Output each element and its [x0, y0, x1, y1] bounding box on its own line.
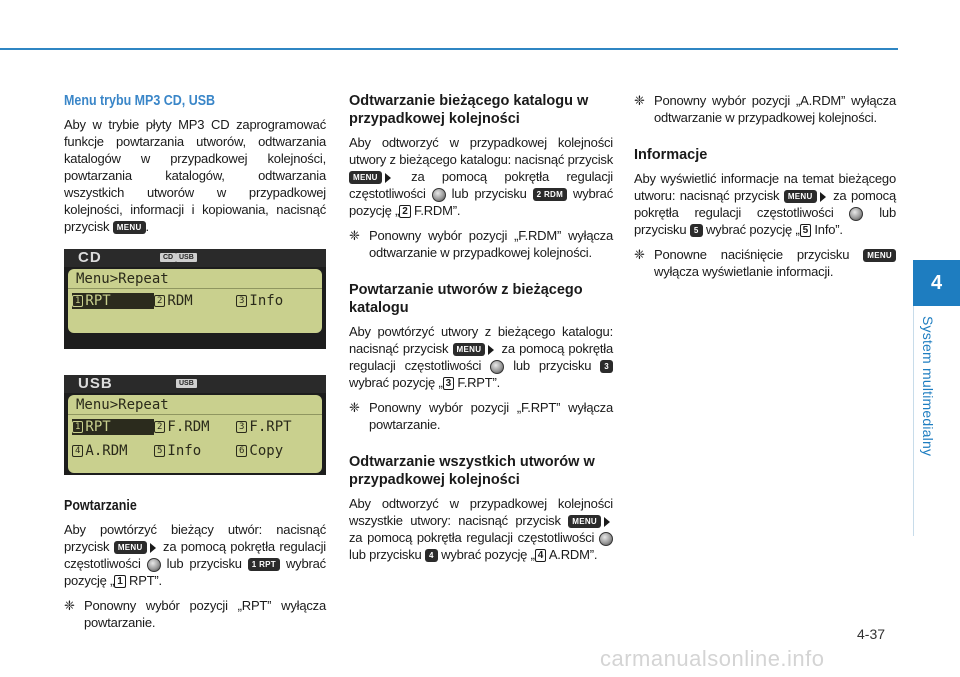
option-label: RPT — [85, 293, 111, 309]
text: F.RDM”. — [414, 203, 461, 218]
note-icon: ❈ — [634, 247, 645, 262]
info-paragraph — [634, 170, 896, 238]
folder-random-note — [349, 227, 613, 261]
number-1-icon: 1 — [114, 575, 125, 588]
option-label: F.RDM — [167, 419, 210, 435]
tune-knob-icon — [490, 360, 504, 374]
text: Ponowny wybór pozycji „A.RDM” wyłącza odtwarzanie w przypadkowej kolejności. — [654, 93, 896, 125]
text: F.RPT”. — [457, 375, 501, 390]
text: wybrać pozycję „ — [64, 556, 326, 588]
menu-button-icon: MENU — [568, 515, 601, 528]
folder-repeat-note — [349, 399, 613, 433]
text: Info”. — [814, 222, 843, 237]
text: wybrać pozycję „ — [349, 375, 443, 390]
text: A.RDM”. — [548, 547, 598, 562]
chapter-tab: 4 — [913, 260, 960, 306]
all-random-heading: Odtwarzanie wszystkich utworów w przypadkowej kolejności — [349, 454, 595, 488]
info-note — [634, 246, 896, 280]
arrow-right-icon — [604, 517, 610, 527]
menu-option-f-rpt[interactable] — [236, 419, 318, 435]
text: Aby odtworzyć w przypadkowej kolejności wszystkie utwory: nacisnąć przycisk — [349, 496, 613, 528]
lcd-row — [68, 439, 322, 463]
tune-knob-icon — [432, 188, 446, 202]
arrow-right-icon — [150, 543, 156, 553]
repeat-heading: Powtarzanie — [64, 498, 137, 514]
lcd-menu-title: Menu>Repeat — [68, 269, 322, 289]
menu-button-icon: MENU — [784, 190, 817, 203]
menu-option-copy[interactable] — [236, 443, 318, 459]
folder-repeat-heading: Powtarzanie utworów z bieżącego katalogu — [349, 282, 583, 316]
menu-option-f-rdm[interactable] — [154, 419, 236, 435]
screen-mode-label: USB — [78, 375, 113, 392]
all-random-paragraph — [349, 495, 613, 563]
repeat-paragraph — [64, 521, 326, 589]
option-number: 5 — [154, 445, 165, 457]
side-divider — [913, 306, 914, 536]
lcd-row — [68, 289, 322, 313]
menu-option-rdm[interactable] — [154, 293, 236, 309]
text: Ponowne naciśnięcie przycisku — [654, 247, 850, 262]
option-label: F.RPT — [249, 419, 292, 435]
number-2-icon: 2 — [399, 205, 410, 218]
option-number: 3 — [236, 421, 247, 433]
rpt-button-icon: 1 RPT — [248, 558, 280, 571]
arrow-right-icon — [385, 173, 391, 183]
text: za pomocą pokrętła regulacji częstotliwości — [349, 530, 595, 545]
tune-knob-icon — [147, 558, 161, 572]
note-icon: ❈ — [349, 400, 360, 415]
text: Ponowny wybór pozycji „RPT” wyłącza powtarzanie. — [84, 598, 326, 630]
menu-option-info[interactable] — [154, 443, 236, 459]
usb-menu-screen — [64, 375, 326, 475]
menu-button-icon: MENU — [453, 343, 486, 356]
arrow-right-icon — [820, 192, 826, 202]
folder-random-heading: Odtwarzanie bieżącego katalogu w przypadkowej kolejności — [349, 93, 589, 127]
text: lub przycisku — [349, 547, 422, 562]
text: Aby powtórzyć bieżący utwór: nacisnąć przycisk — [64, 522, 326, 554]
option-label: RPT — [85, 419, 111, 435]
text: Aby powtórzyć utwory z bieżącego katalogu: nacisnąć przycisk — [349, 324, 613, 356]
menu-button-icon: MENU — [114, 541, 147, 554]
note-icon: ❈ — [634, 93, 645, 108]
option-label: Info — [167, 443, 202, 459]
menu-button-icon: MENU — [863, 249, 896, 262]
note-icon: ❈ — [64, 598, 75, 613]
number-4-icon: 4 — [535, 549, 546, 562]
text: Ponowny wybór pozycji „F.RPT” wyłącza powtarzanie. — [369, 400, 613, 432]
button-5-icon: 5 — [690, 224, 703, 237]
menu-option-rpt[interactable] — [72, 293, 154, 309]
note-icon: ❈ — [349, 228, 360, 243]
text: wyłącza wyświetlanie informacji. — [654, 264, 834, 279]
screen-mode-label: CD — [78, 249, 102, 266]
button-3-icon: 3 — [600, 360, 613, 373]
option-number: 2 — [154, 295, 165, 307]
text: Ponowny wybór pozycji „F.RDM” wyłącza odtwarzanie w przypadkowej kolejności. — [369, 228, 613, 260]
text: za pomocą pokrętła regulacji częstotliwości — [349, 341, 613, 373]
info-heading: Informacje — [634, 147, 708, 163]
number-5-icon: 5 — [800, 224, 811, 237]
lcd-panel — [68, 269, 322, 333]
option-number: 1 — [72, 295, 83, 307]
text: lub przycisku — [634, 205, 896, 237]
option-number: 2 — [154, 421, 165, 433]
menu-button-icon: MENU — [113, 221, 146, 234]
text: lub przycisku — [513, 358, 592, 373]
top-rule — [0, 48, 898, 50]
menu-option-a-rdm[interactable] — [72, 443, 154, 459]
text: lub przycisku — [451, 186, 527, 201]
tune-knob-icon — [599, 532, 613, 546]
intro-text: Aby w trybie płyty MP3 CD zaprogramować funkcje powtarzania utworów, odtwarzania katalogów w przypadkowej kolejności, powtarzania katalogów, odtwarzania wszystkich utworów w przypadkowej kolejności, informacji i kopiowania, nacisnąć przycisk — [64, 117, 326, 234]
usb-badge: USB — [176, 379, 197, 388]
text: wybrać pozycję „ — [349, 186, 614, 218]
column-1 — [64, 92, 326, 641]
repeat-note — [64, 597, 326, 631]
number-3-icon: 3 — [443, 377, 454, 390]
text: wybrać pozycję „ — [441, 547, 535, 562]
usb-badge: USB — [176, 253, 197, 262]
text: RPT”. — [129, 573, 162, 588]
menu-button-icon: MENU — [349, 171, 382, 184]
menu-option-rpt[interactable] — [72, 419, 154, 435]
lcd-panel — [68, 395, 322, 473]
folder-repeat-paragraph — [349, 323, 613, 391]
option-label: A.RDM — [85, 443, 128, 459]
button-4-icon: 4 — [425, 549, 438, 562]
option-label: Copy — [249, 443, 284, 459]
text: Aby odtworzyć w przypadkowej kolejności utwory z bieżącego katalogu: nacisnąć przycisk — [349, 135, 613, 167]
text: za pomocą pokrętła regulacji częstotliwości — [64, 539, 326, 571]
all-random-note — [634, 92, 896, 126]
text: wybrać pozycję „ — [705, 222, 800, 237]
page-number: 4-37 — [857, 626, 886, 642]
rdm-button-icon: 2 RDM — [533, 188, 567, 201]
option-number: 4 — [72, 445, 83, 457]
arrow-right-icon — [488, 345, 494, 355]
cd-menu-screen — [64, 249, 326, 349]
text: Aby wyświetlić informacje na temat bieżącego utworu: nacisnąć przycisk — [634, 171, 896, 203]
option-number: 1 — [72, 421, 83, 433]
cd-badge: CD — [160, 253, 176, 262]
column-3 — [634, 92, 896, 290]
intro-paragraph: Aby w trybie płyty MP3 CD zaprogramować funkcje powtarzania utworów, odtwarzania katalogów w przypadkowej kolejności, powtarzania katalogów, odtwarzania wszystkich utworów w przypadkowej kolejności, informacji i kopiowania, nacisnąć przycisk MENU . — [64, 117, 326, 234]
option-number: 6 — [236, 445, 247, 457]
text: lub przycisku — [166, 556, 242, 571]
watermark: carmanualsonline.info — [600, 646, 825, 671]
text: za pomocą pokrętła regulacji częstotliwości — [634, 188, 896, 220]
column-2 — [349, 92, 613, 571]
section-heading-mp3-usb: Menu trybu MP3 CD, USB — [64, 93, 216, 109]
folder-random-paragraph — [349, 134, 613, 219]
lcd-menu-title: Menu>Repeat — [68, 395, 322, 415]
option-label: RDM — [167, 293, 193, 309]
option-number: 3 — [236, 295, 247, 307]
option-label: Info — [249, 293, 284, 309]
chapter-label: System multimedialny — [920, 316, 936, 457]
menu-option-info[interactable] — [236, 293, 318, 309]
text: za pomocą pokrętła regulacji częstotliwości — [349, 169, 613, 201]
tune-knob-icon — [849, 207, 863, 221]
lcd-row — [68, 415, 322, 439]
